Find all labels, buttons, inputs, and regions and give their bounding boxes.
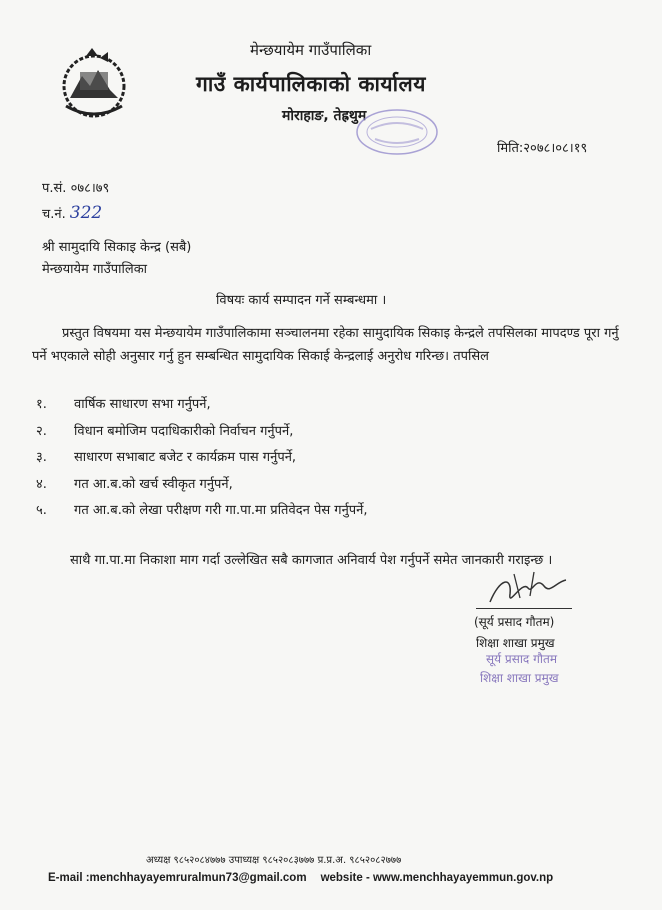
nepal-emblem-icon [56, 46, 132, 122]
list-item [36, 447, 596, 474]
office-address: मोराहाङ, तेह्रथुम [282, 108, 367, 124]
office-seal-stamp-icon [353, 107, 441, 157]
list-item-text: वार्षिक साधारण सभा गर्नुपर्ने, [74, 397, 211, 412]
signature-line [476, 608, 572, 609]
letter-date: मिति:२०७८।०८।१९ [497, 141, 588, 156]
body-paragraph: प्रस्तुत विषयमा यस मेन्छयायेम गाउँपालिकामा सञ्चालनमा रहेका सामुदायिक सिकाइ केन्द्रले तपसिलका मापदण्ड पूरा गर्नु पर्ने भएकाले सोही अनुसार गर्नु हुन सम्बन्धित सामुदायिक सिकाई केन्द्रलाई अनुरोध गरिन्छ। तपसिल [32, 326, 619, 364]
dispatch-number [42, 203, 102, 223]
municipality-name: मेन्छयायेम गाउँपालिका [250, 41, 372, 59]
signatory-stamp-name: सूर्य प्रसाद गौतम [486, 652, 558, 666]
list-item-number: ३. [36, 450, 47, 465]
office-name: गाउँ कार्यपालिकाको कार्यालय [196, 72, 426, 96]
signatory-name: (सूर्य प्रसाद गौतम) [474, 615, 555, 629]
requirements-list [36, 394, 596, 527]
list-item [36, 421, 596, 448]
dispatch-label: च.नं. [42, 207, 66, 222]
signatory-title: शिक्षा शाखा प्रमुख [476, 636, 555, 650]
reference-number: प.सं. ०७८।७९ [42, 181, 110, 196]
list-item [36, 394, 596, 421]
recipient-line-1: श्री सामुदायि सिकाइ केन्द्र (सबै) [42, 240, 192, 255]
list-item-text: गत आ.ब.को खर्च स्वीकृत गर्नुपर्ने, [74, 476, 233, 492]
list-item-number: ४. [36, 476, 47, 492]
recipient-line-2: मेन्छयायेम गाउँपालिका [42, 262, 148, 277]
signatory-stamp-title: शिक्षा शाखा प्रमुख [480, 671, 559, 685]
list-item-number: २. [36, 423, 47, 439]
letter-subject: विषयः कार्य सम्पादन गर्ने सम्बन्धमा । [216, 293, 387, 308]
list-item-text: साधारण सभाबाट बजेट र कार्यक्रम पास गर्नुपर्ने, [74, 450, 297, 465]
list-item-number: १. [36, 397, 47, 412]
footer-contact [48, 872, 553, 884]
signature-icon [470, 568, 580, 613]
list-item [36, 500, 596, 527]
list-item [36, 474, 596, 501]
dispatch-number-handwritten: 322 [69, 203, 103, 223]
list-item-text: विधान बमोजिम पदाधिकारीको निर्वाचन गर्नुपर्ने, [74, 423, 294, 439]
footer-phones: अध्यक्ष ९८५२०८४७७७ उपाध्यक्ष ९८५२०८३७७७ प्र.प्र.अ. ९८५२०८२७७७ [146, 855, 402, 866]
list-item-number: ५. [36, 503, 47, 518]
footer-website: website - www.menchhayayemmun.gov.np [320, 872, 554, 884]
footer-email: E-mail :menchhayayemruralmun73@gmail.com [48, 872, 307, 884]
closing-line: साथै गा.पा.मा निकाशा माग गर्दा उल्लेखित सबै कागजात अनिवार्य पेश गर्नुपर्ने समेत जानकारी गराइन्छ । [70, 553, 553, 568]
list-item-text: गत आ.ब.को लेखा परीक्षण गरी गा.पा.मा प्रतिवेदन पेस गर्नुपर्ने, [74, 503, 368, 518]
